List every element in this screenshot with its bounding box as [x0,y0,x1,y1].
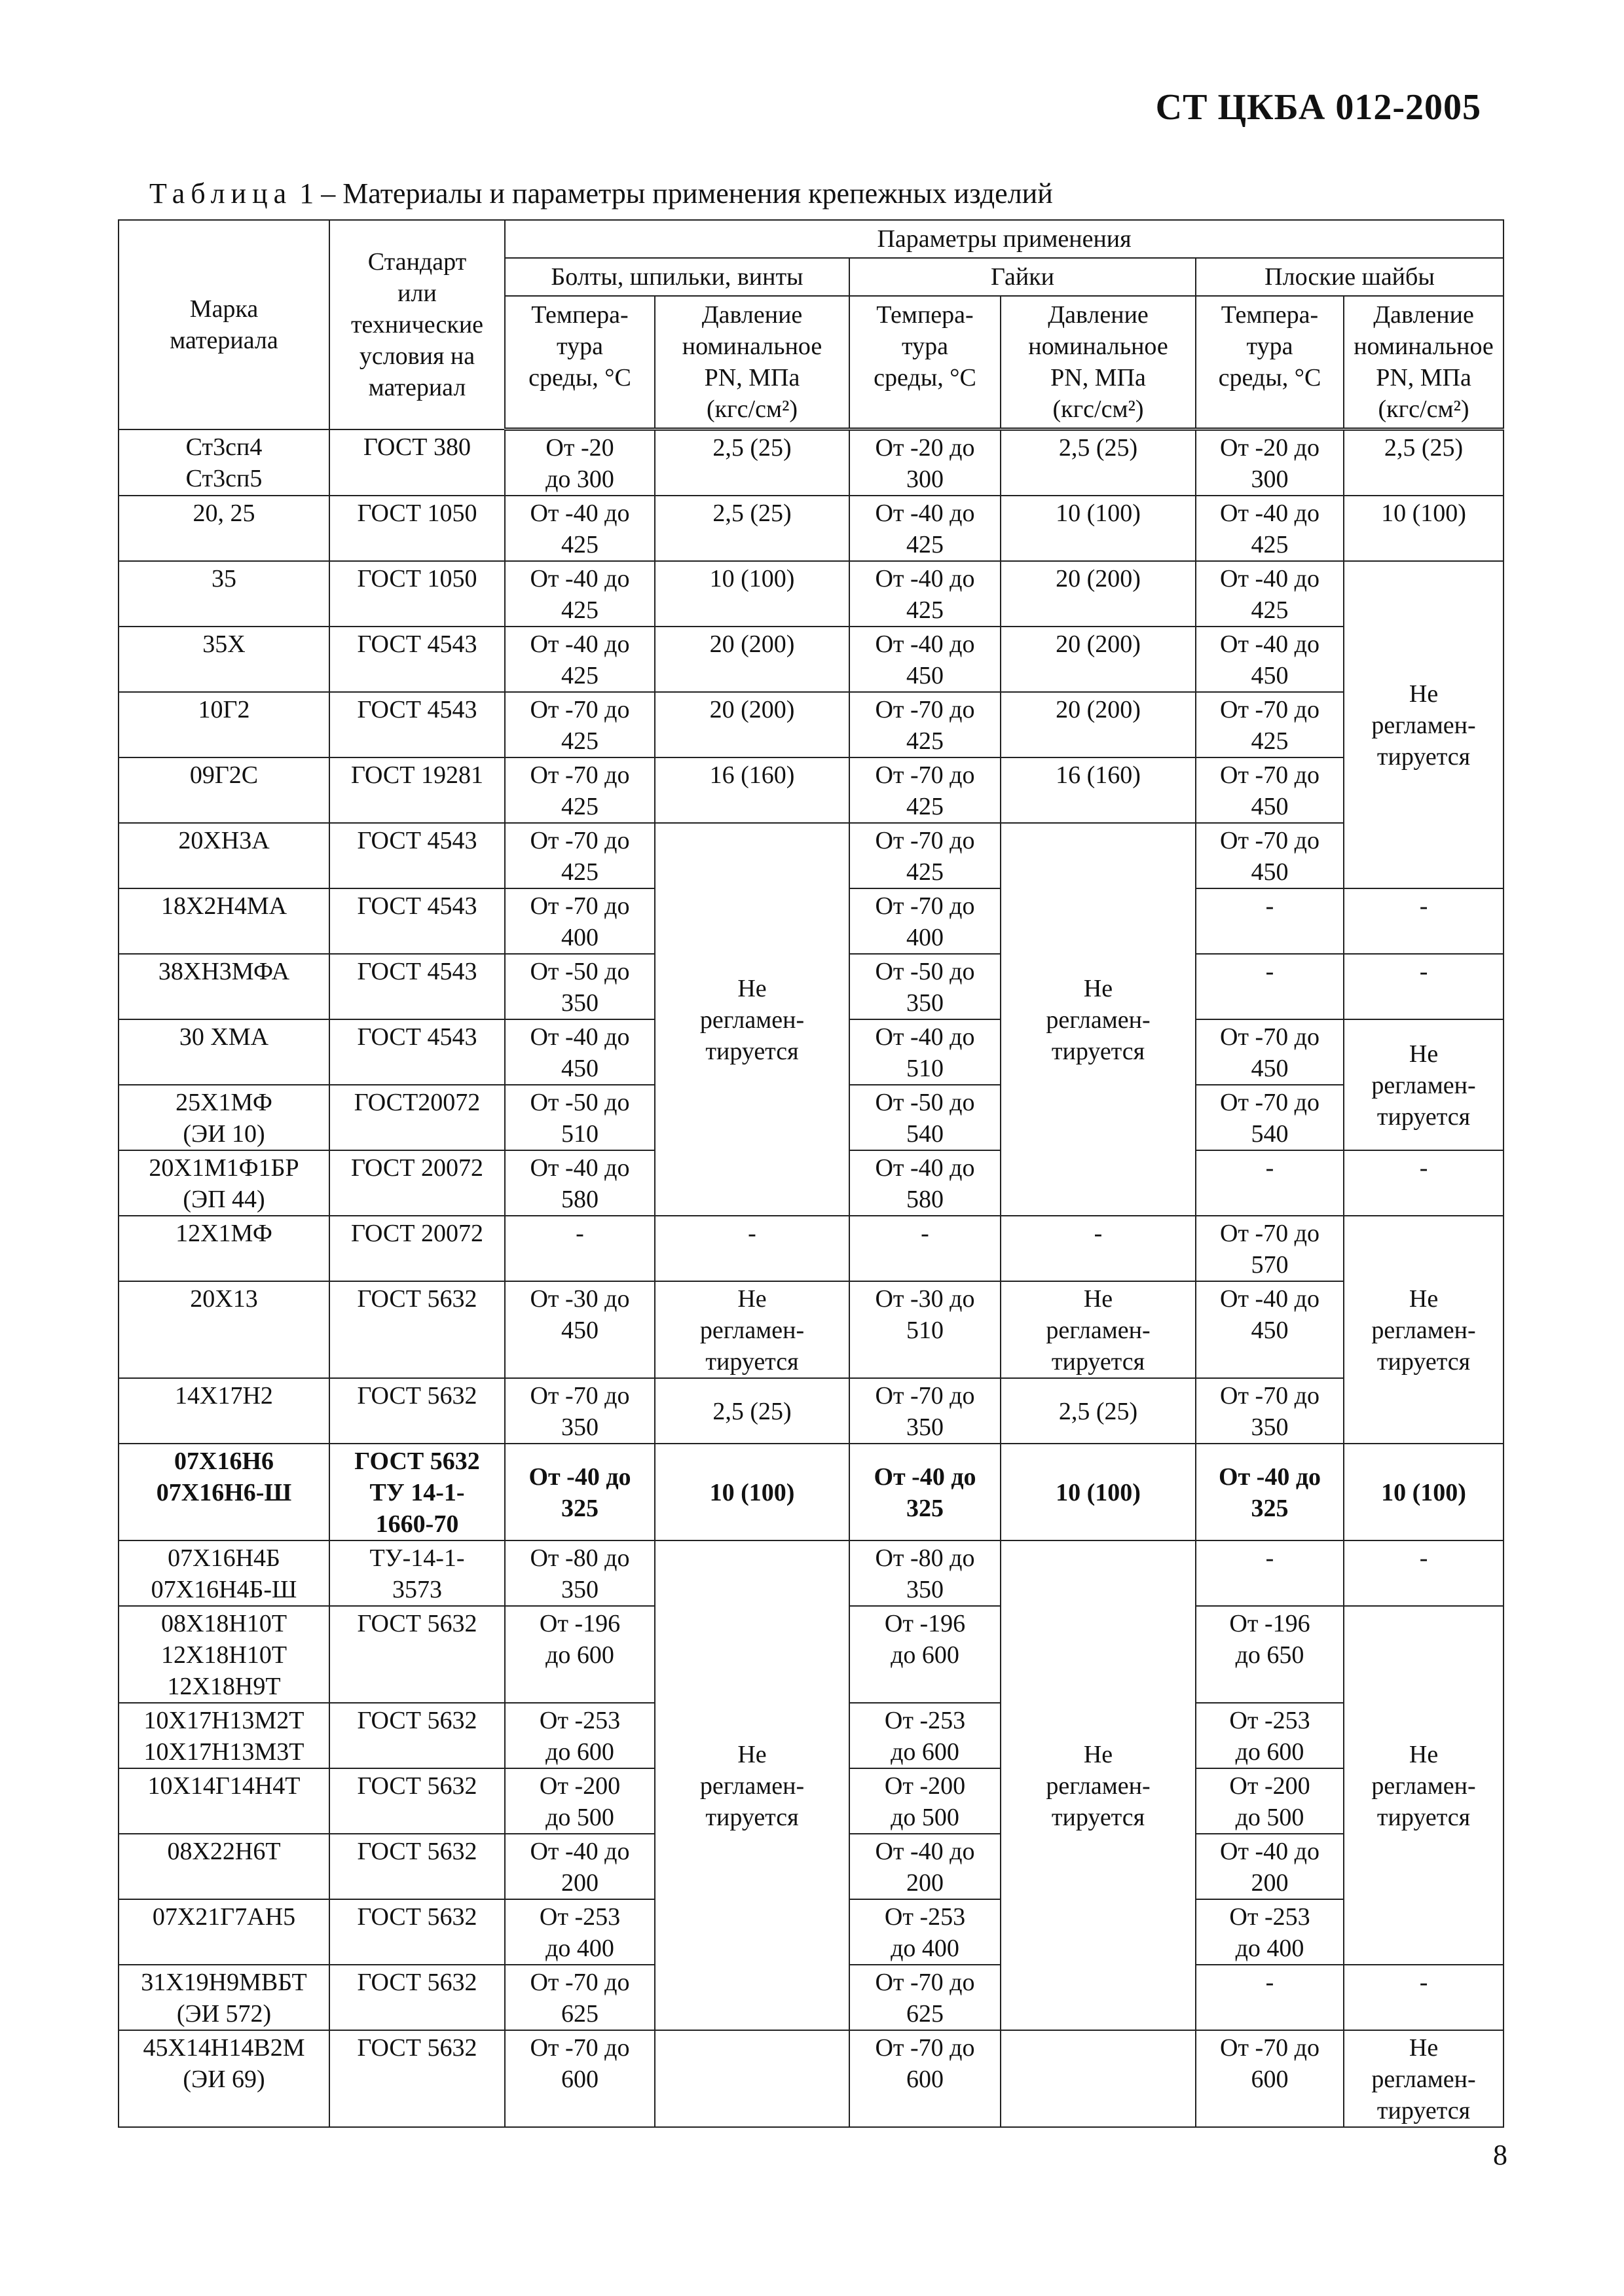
bolts-temp-cell: От -70 до 400 [505,888,655,954]
bolts-header: Болты, шпильки, винты [505,258,849,296]
nuts-temp-cell: - [849,1216,1001,1281]
bolts-temp-cell: От -253 до 600 [505,1703,655,1768]
washers-temp-cell: От -40 до 425 [1196,561,1344,627]
bolts-pressure-cell: Не регламен- тируется [655,1540,849,2030]
washers-temp-cell: - [1196,1965,1344,2030]
material-cell: 20, 25 [119,496,329,561]
washers-pressure-cell: - [1344,888,1504,954]
standard-cell: ГОСТ 5632 [329,1834,505,1899]
bolts-temp-cell: От -40 до 325 [505,1444,655,1540]
standard-cell: ТУ-14-1- 3573 [329,1540,505,1606]
standard-cell: ГОСТ 19281 [329,757,505,823]
nuts-temp-cell: От -40 до 510 [849,1019,1001,1085]
nuts-pressure-cell: 16 (160) [1001,757,1196,823]
material-cell: 31Х19Н9МВБТ (ЭИ 572) [119,1965,329,2030]
washers-temp-cell: От -70 до 540 [1196,1085,1344,1150]
washers-temp-header: Темпера- тура среды, °С [1196,296,1344,429]
nuts-temp-cell: От -70 до 425 [849,692,1001,757]
material-cell: 35Х [119,627,329,692]
washers-pressure-cell: 10 (100) [1344,496,1504,561]
nuts-pressure-cell: Не регламен- тируется [1001,1281,1196,1378]
nuts-temp-header: Темпера- тура среды, °С [849,296,1001,429]
material-cell: 10Х17Н13М2Т 10Х17Н13М3Т [119,1703,329,1768]
bolts-temp-cell: От -70 до 425 [505,823,655,888]
table-row [119,2030,1504,2127]
washers-pressure-cell: Не регламен- тируется [1344,2030,1504,2127]
bolts-temp-cell: От -70 до 425 [505,757,655,823]
table-row [119,1540,1504,1606]
nuts-temp-cell: От -200 до 500 [849,1768,1001,1834]
nuts-pressure-cell: 20 (200) [1001,561,1196,627]
material-cell: 07Х16Н6 07Х16Н6-Ш [119,1444,329,1540]
washers-temp-cell: От -253 до 400 [1196,1899,1344,1965]
nuts-pressure-cell: Не регламен- тируется [1001,1540,1196,2030]
standard-cell: ГОСТ 5632 [329,1281,505,1378]
bolts-temp-cell: От -200 до 500 [505,1768,655,1834]
nuts-temp-cell: От -80 до 350 [849,1540,1001,1606]
material-cell: 20Х1М1Ф1БР (ЭП 44) [119,1150,329,1216]
washers-temp-cell: - [1196,954,1344,1019]
nuts-temp-cell: От -70 до 350 [849,1378,1001,1444]
table-row [119,496,1504,561]
nuts-pressure-cell: 20 (200) [1001,692,1196,757]
caption-number: 1 [299,177,314,210]
washers-temp-cell: От -70 до 425 [1196,692,1344,757]
material-cell: 07Х16Н4Б 07Х16Н4Б-Ш [119,1540,329,1606]
washers-temp-cell: От -40 до 450 [1196,627,1344,692]
bolts-pressure-cell: Не регламен- тируется [655,1281,849,1378]
bolts-pressure-cell: 10 (100) [655,1444,849,1540]
nuts-temp-cell: От -20 до 300 [849,429,1001,496]
washers-pressure-cell: - [1344,954,1504,1019]
washers-header: Плоские шайбы [1196,258,1504,296]
params-header: Параметры применения [505,220,1504,258]
standard-cell: ГОСТ 20072 [329,1150,505,1216]
washers-temp-cell: От -40 до 450 [1196,1281,1344,1378]
nuts-temp-cell: От -40 до 200 [849,1834,1001,1899]
bolts-temp-cell: От -40 до 425 [505,627,655,692]
nuts-temp-cell: От -196 до 600 [849,1606,1001,1703]
washers-temp-cell: От -200 до 500 [1196,1768,1344,1834]
nuts-temp-cell: От -40 до 325 [849,1444,1001,1540]
bolts-pressure-cell: - [655,1216,849,1281]
nuts-temp-cell: От -40 до 425 [849,561,1001,627]
material-cell: 08Х22Н6Т [119,1834,329,1899]
washers-pressure-cell: - [1344,1540,1504,1606]
nuts-pressure-cell: 2,5 (25) [1001,429,1196,496]
table-row [119,561,1504,627]
standard-cell: ГОСТ 5632 [329,1768,505,1834]
material-cell: 45Х14Н14В2М (ЭИ 69) [119,2030,329,2127]
table-row [119,429,1504,496]
bolts-temp-cell: От -70 до 350 [505,1378,655,1444]
standard-cell: ГОСТ 4543 [329,954,505,1019]
washers-pressure-cell: Не регламен- тируется [1344,1019,1504,1150]
nuts-temp-cell: От -70 до 425 [849,823,1001,888]
bolts-pressure-cell: 20 (200) [655,627,849,692]
nuts-pressure-cell: 10 (100) [1001,1444,1196,1540]
standard-cell: ГОСТ 1050 [329,561,505,627]
standard-cell: ГОСТ20072 [329,1085,505,1150]
material-cell: 10Г2 [119,692,329,757]
nuts-temp-cell: От -253 до 400 [849,1899,1001,1965]
table-row [119,823,1504,888]
nuts-temp-cell: От -70 до 600 [849,2030,1001,2127]
bolts-temp-cell: От -40 до 580 [505,1150,655,1216]
washers-temp-cell: От -40 до 425 [1196,496,1344,561]
nuts-temp-cell: От -40 до 580 [849,1150,1001,1216]
bolts-temp-cell: От -70 до 600 [505,2030,655,2127]
table-row [119,1281,1504,1378]
page-number: 8 [1493,2139,1507,2171]
nuts-pressure-cell: Не регламен- тируется [1001,823,1196,1216]
bolts-pressure-cell [655,2030,849,2127]
washers-pressure-header: Давление номинальное PN, МПа (кгс/см²) [1344,296,1504,429]
material-cell: 07Х21Г7АН5 [119,1899,329,1965]
washers-temp-cell: От -196 до 650 [1196,1606,1344,1703]
washers-temp-cell: От -70 до 570 [1196,1216,1344,1281]
standard-cell: ГОСТ 4543 [329,1019,505,1085]
washers-temp-cell: От -70 до 600 [1196,2030,1344,2127]
material-cell: 14Х17Н2 [119,1378,329,1444]
material-cell: 12Х1МФ [119,1216,329,1281]
standard-cell: ГОСТ 5632 [329,1965,505,2030]
bolts-pressure-cell: 10 (100) [655,561,849,627]
caption-text: – Материалы и параметры применения крепежных изделий [314,177,1053,210]
standard-cell: ГОСТ 5632 [329,1899,505,1965]
table-row [119,627,1504,692]
standard-cell: ГОСТ 4543 [329,888,505,954]
washers-pressure-cell: Не регламен- тируется [1344,561,1504,888]
bolts-temp-cell: От -50 до 510 [505,1085,655,1150]
table-row [119,1444,1504,1540]
washers-temp-cell: От -70 до 350 [1196,1378,1344,1444]
bolts-temp-cell: От -70 до 625 [505,1965,655,2030]
bolts-temp-cell: От -30 до 450 [505,1281,655,1378]
standard-cell: ГОСТ 4543 [329,692,505,757]
material-cell: 38ХН3МФА [119,954,329,1019]
material-cell: 30 ХМА [119,1019,329,1085]
material-cell: Ст3сп4 Ст3сп5 [119,429,329,496]
col-material-header: Марка материала [119,220,329,429]
bolts-temp-cell: От -40 до 200 [505,1834,655,1899]
nuts-pressure-cell: 10 (100) [1001,496,1196,561]
document-code: СТ ЦКБА 012-2005 [1155,87,1481,128]
bolts-temp-cell: От -80 до 350 [505,1540,655,1606]
washers-pressure-cell: Не регламен- тируется [1344,1216,1504,1444]
washers-temp-cell: От -70 до 450 [1196,823,1344,888]
washers-temp-cell: От -40 до 200 [1196,1834,1344,1899]
nuts-temp-cell: От -70 до 425 [849,757,1001,823]
washers-pressure-cell: Не регламен- тируется [1344,1606,1504,1965]
bolts-temp-cell: От -70 до 425 [505,692,655,757]
bolts-temp-cell: От -20 до 300 [505,429,655,496]
bolts-temp-cell: От -40 до 425 [505,496,655,561]
standard-cell: ГОСТ 4543 [329,823,505,888]
bolts-pressure-cell: 20 (200) [655,692,849,757]
washers-temp-cell: От -253 до 600 [1196,1703,1344,1768]
bolts-temp-cell: От -40 до 425 [505,561,655,627]
nuts-pressure-cell [1001,2030,1196,2127]
washers-temp-cell: - [1196,1540,1344,1606]
washers-pressure-cell: - [1344,1965,1504,2030]
nuts-temp-cell: От -40 до 425 [849,496,1001,561]
material-cell: 25Х1МФ (ЭИ 10) [119,1085,329,1150]
table-caption [149,177,1053,210]
bolts-pressure-header: Давление номинальное PN, МПа (кгс/см²) [655,296,849,429]
table-row [119,1378,1504,1444]
standard-cell: ГОСТ 5632 [329,1378,505,1444]
bolts-temp-cell: От -40 до 450 [505,1019,655,1085]
material-cell: 09Г2С [119,757,329,823]
bolts-pressure-cell: 2,5 (25) [655,496,849,561]
material-cell: 10Х14Г14Н4Т [119,1768,329,1834]
nuts-temp-cell: От -50 до 540 [849,1085,1001,1150]
material-cell: 18Х2Н4МА [119,888,329,954]
washers-pressure-cell: 10 (100) [1344,1444,1504,1540]
washers-pressure-cell: 2,5 (25) [1344,429,1504,496]
bolts-pressure-cell: Не регламен- тируется [655,823,849,1216]
material-cell: 35 [119,561,329,627]
nuts-pressure-cell: 20 (200) [1001,627,1196,692]
nuts-header: Гайки [849,258,1196,296]
washers-temp-cell: От -70 до 450 [1196,1019,1344,1085]
washers-temp-cell: - [1196,888,1344,954]
material-cell: 20Х13 [119,1281,329,1378]
standard-cell: ГОСТ 5632 [329,1703,505,1768]
washers-pressure-cell: - [1344,1150,1504,1216]
standard-cell: ГОСТ 1050 [329,496,505,561]
washers-temp-cell: - [1196,1150,1344,1216]
bolts-pressure-cell: 2,5 (25) [655,429,849,496]
table-row [119,1216,1504,1281]
bolts-temp-cell: От -196 до 600 [505,1606,655,1703]
table-row [119,757,1504,823]
standard-cell: ГОСТ 5632 [329,1606,505,1703]
standard-cell: ГОСТ 20072 [329,1216,505,1281]
standard-cell: ГОСТ 5632 [329,2030,505,2127]
bolts-temp-cell: От -253 до 400 [505,1899,655,1965]
nuts-temp-cell: От -50 до 350 [849,954,1001,1019]
table-row [119,692,1504,757]
nuts-pressure-header: Давление номинальное PN, МПа (кгс/см²) [1001,296,1196,429]
bolts-pressure-cell: 2,5 (25) [655,1378,849,1444]
standard-cell: ГОСТ 4543 [329,627,505,692]
nuts-pressure-cell: - [1001,1216,1196,1281]
bolts-pressure-cell: 16 (160) [655,757,849,823]
washers-temp-cell: От -70 до 450 [1196,757,1344,823]
nuts-temp-cell: От -70 до 625 [849,1965,1001,2030]
standard-cell: ГОСТ 5632 ТУ 14-1- 1660-70 [329,1444,505,1540]
bolts-temp-header: Темпера- тура среды, °С [505,296,655,429]
washers-temp-cell: От -20 до 300 [1196,429,1344,496]
caption-label: Таблица [149,177,293,210]
nuts-temp-cell: От -30 до 510 [849,1281,1001,1378]
material-cell: 20ХН3А [119,823,329,888]
washers-temp-cell: От -40 до 325 [1196,1444,1344,1540]
nuts-pressure-cell: 2,5 (25) [1001,1378,1196,1444]
bolts-temp-cell: - [505,1216,655,1281]
bolts-temp-cell: От -50 до 350 [505,954,655,1019]
standard-cell: ГОСТ 380 [329,429,505,496]
materials-table [118,219,1504,2128]
nuts-temp-cell: От -70 до 400 [849,888,1001,954]
nuts-temp-cell: От -253 до 600 [849,1703,1001,1768]
nuts-temp-cell: От -40 до 450 [849,627,1001,692]
col-standard-header: Стандарт или технические условия на материал [329,220,505,429]
material-cell: 08Х18Н10Т 12Х18Н10Т 12Х18Н9Т [119,1606,329,1703]
